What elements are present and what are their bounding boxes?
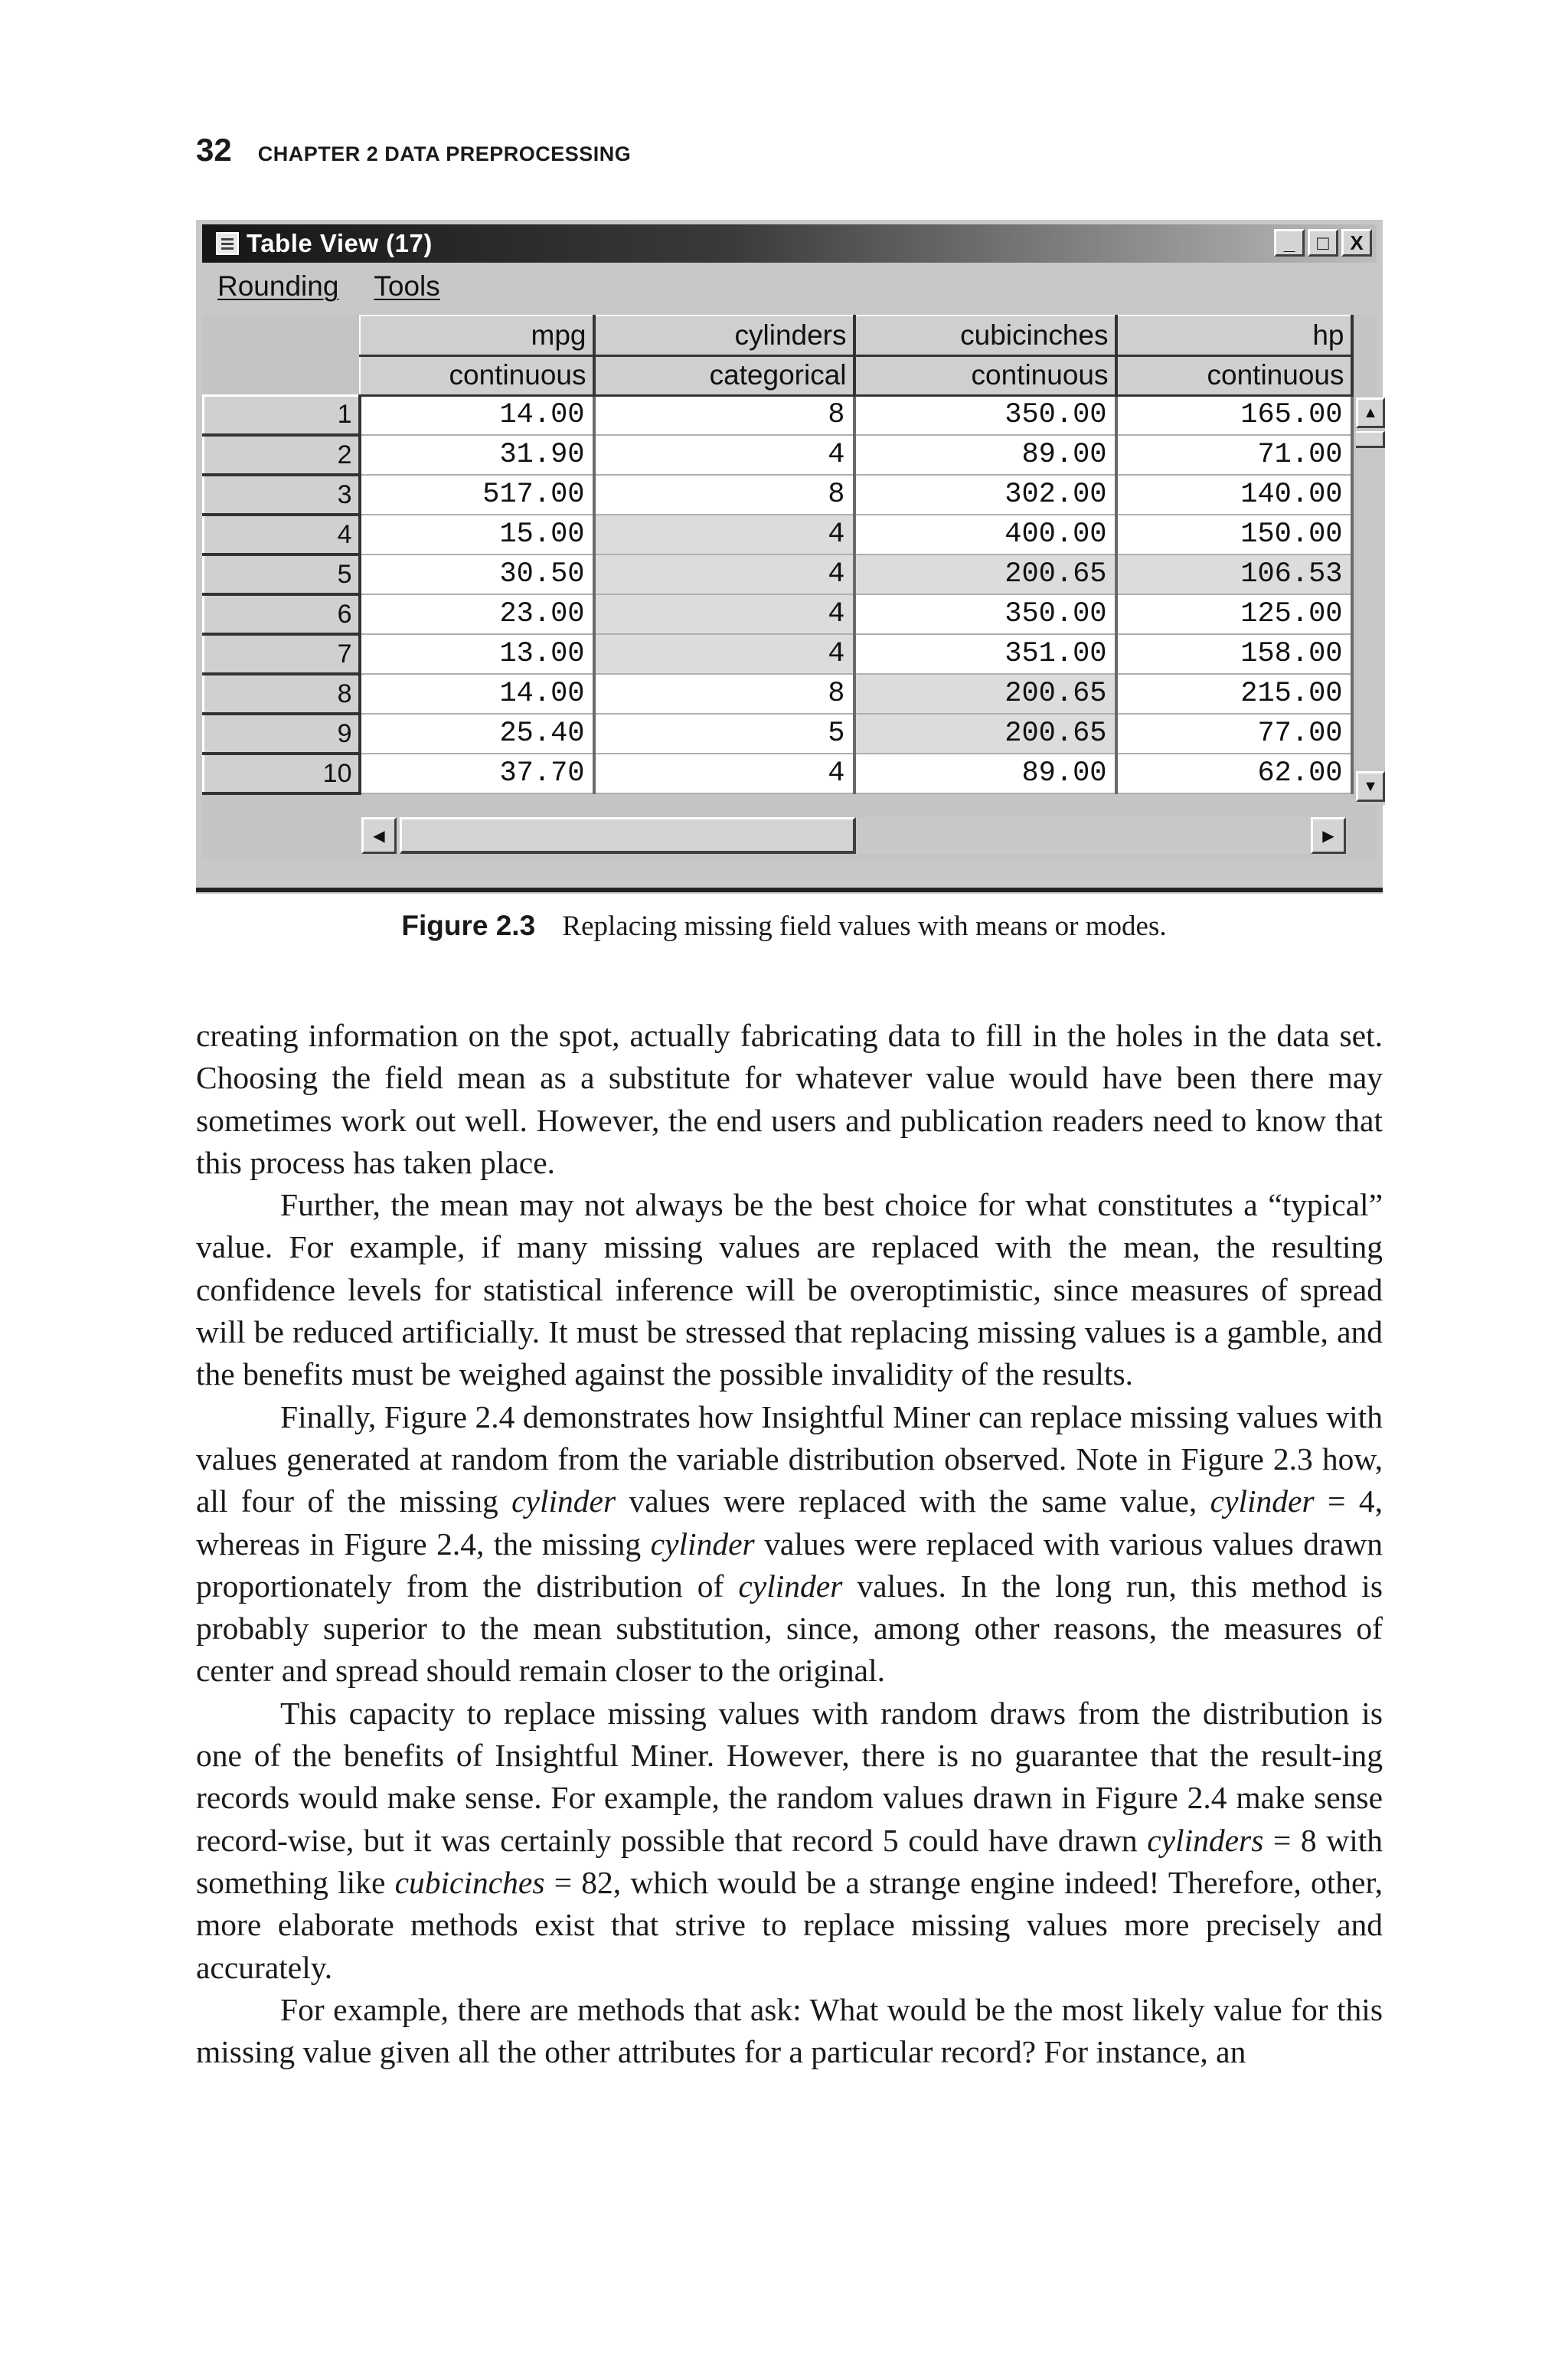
close-button[interactable]: X: [1341, 229, 1372, 257]
window-title: Table View (17): [247, 229, 433, 257]
scroll-down-icon[interactable]: ▼: [1356, 771, 1385, 802]
table-cell[interactable]: 77.00: [1116, 714, 1352, 754]
table-cell[interactable]: 200.65: [854, 674, 1116, 714]
horizontal-scrollbar[interactable]: [361, 817, 1346, 854]
paragraph-3-text: Finally, Figure 2.4 demonstrates how Insightful Miner can replace missing values with values generated at random from the variable distribution observed. Note in Figure 2.3 how, all four of the missing: [196, 1398, 1383, 1519]
table-cell[interactable]: 62.00: [1116, 754, 1352, 793]
paragraph-3-text: values were replaced with the same value,: [616, 1483, 1210, 1519]
minimize-button[interactable]: _: [1274, 229, 1305, 257]
paragraph-1: creating information on the spot, actually fabricating data to fill in the holes in the data set. Choosing the field mean as a substitute for whatever value would have been there may sometimes work out well. However, the end users and publication readers need to know that this process has taken place.: [196, 1018, 1383, 1180]
table-cell[interactable]: 89.00: [854, 435, 1116, 475]
table-cell[interactable]: 4: [594, 515, 854, 554]
table-cell[interactable]: 125.00: [1116, 594, 1352, 634]
table-cell[interactable]: 517.00: [360, 475, 594, 515]
paragraph-3-text: values were replaced with various values drawn proportionately from the distribution of: [196, 1526, 1383, 1604]
table-row[interactable]: [204, 435, 1352, 475]
table-cell[interactable]: 25.40: [360, 714, 594, 754]
row-header[interactable]: 6: [204, 594, 360, 634]
data-table: [202, 315, 1354, 795]
table-cell[interactable]: 14.00: [360, 674, 594, 714]
table-cell[interactable]: 8: [594, 395, 854, 435]
chapter-title: CHAPTER 2 DATA PREPROCESSING: [257, 142, 632, 165]
scroll-up-icon[interactable]: ▲: [1356, 397, 1385, 428]
column-type-hp: continuous: [1116, 355, 1352, 395]
table-cell[interactable]: 8: [594, 475, 854, 515]
table-view-window: [196, 220, 1383, 894]
table-cell[interactable]: 30.50: [360, 554, 594, 594]
table-row[interactable]: [204, 634, 1352, 674]
paragraph-2: Further, the mean may not always be the best choice for what constitutes a “typical” value. For example, if many missing values are replaced with the mean, the resulting confidence levels for statistical inference will be overoptimistic, since measures of spread will be reduced artificially. It must be stressed that replacing missing values is a gamble, and the benefits must be weighed against the possible invalidity of the results.: [196, 1187, 1383, 1392]
row-header[interactable]: 2: [204, 435, 360, 475]
table-cell[interactable]: 15.00: [360, 515, 594, 554]
table-cell[interactable]: 4: [594, 634, 854, 674]
row-header[interactable]: 3: [204, 475, 360, 515]
column-type-mpg: continuous: [360, 355, 594, 395]
table-cell[interactable]: 13.00: [360, 634, 594, 674]
table-cell[interactable]: 31.90: [360, 435, 594, 475]
column-header-cubicinches[interactable]: cubicinches: [854, 316, 1116, 355]
column-header-mpg[interactable]: mpg: [360, 316, 594, 355]
row-header[interactable]: 9: [204, 714, 360, 754]
table-row[interactable]: [204, 395, 1352, 435]
row-header[interactable]: 7: [204, 634, 360, 674]
column-header-cylinders[interactable]: cylinders: [594, 316, 854, 355]
table-app-icon: [216, 232, 239, 255]
maximize-button[interactable]: □: [1308, 229, 1338, 257]
table-cell[interactable]: 23.00: [360, 594, 594, 634]
table-cell[interactable]: 140.00: [1116, 475, 1352, 515]
table-row[interactable]: [204, 714, 1352, 754]
body-text: [196, 1015, 1383, 2073]
table-cell[interactable]: 350.00: [854, 594, 1116, 634]
scroll-left-icon[interactable]: ◀: [361, 817, 397, 854]
term-cylinder: cylinder: [738, 1568, 843, 1604]
term-cylinders: cylinders: [1147, 1822, 1264, 1858]
table-cell[interactable]: 400.00: [854, 515, 1116, 554]
term-cubicinches: cubicinches: [394, 1864, 545, 1900]
table-cell[interactable]: 4: [594, 435, 854, 475]
table-cell[interactable]: 4: [594, 754, 854, 793]
menu-tools[interactable]: Tools: [374, 270, 440, 302]
table-cell[interactable]: 150.00: [1116, 515, 1352, 554]
column-type-cubicinches: continuous: [854, 355, 1116, 395]
term-cylinder: cylinder: [1210, 1483, 1315, 1519]
table-cell[interactable]: 351.00: [854, 634, 1116, 674]
menu-bar: [217, 270, 440, 309]
paragraph-3: [196, 1396, 1383, 1693]
table-cell[interactable]: 200.65: [854, 714, 1116, 754]
table-cell[interactable]: 215.00: [1116, 674, 1352, 714]
table-cell[interactable]: 200.65: [854, 554, 1116, 594]
table-cell[interactable]: 71.00: [1116, 435, 1352, 475]
table-corner-type: [204, 355, 360, 395]
paragraph-3-text: = 4, whereas in Figure 2.4, the missing: [196, 1483, 1383, 1562]
row-header[interactable]: 4: [204, 515, 360, 554]
page-number: 32: [196, 132, 232, 168]
table-cell[interactable]: 37.70: [360, 754, 594, 793]
table-cell[interactable]: 302.00: [854, 475, 1116, 515]
table-corner: [204, 316, 360, 355]
table-cell[interactable]: 8: [594, 674, 854, 714]
column-header-hp[interactable]: hp: [1116, 316, 1352, 355]
table-row[interactable]: [204, 475, 1352, 515]
menu-rounding[interactable]: Rounding: [217, 270, 339, 302]
table-cell[interactable]: 5: [594, 714, 854, 754]
caption-label: Figure 2.3: [401, 910, 536, 941]
column-type-cylinders: categorical: [594, 355, 854, 395]
horizontal-scroll-thumb[interactable]: [400, 817, 856, 854]
scroll-right-icon[interactable]: ▶: [1311, 817, 1346, 854]
table-cell[interactable]: 4: [594, 554, 854, 594]
row-header[interactable]: 8: [204, 674, 360, 714]
window-titlebar[interactable]: [202, 224, 1377, 263]
table-cell[interactable]: 4: [594, 594, 854, 634]
table-cell[interactable]: 165.00: [1116, 395, 1352, 435]
table-grid-area: [202, 315, 1377, 859]
table-cell[interactable]: 14.00: [360, 395, 594, 435]
paragraph-4-text: = 8 with something like: [196, 1822, 1383, 1900]
running-head: [196, 132, 631, 170]
vertical-scrollbar[interactable]: [1356, 397, 1385, 805]
figure-caption: [0, 910, 1568, 943]
paragraph-4: [196, 1693, 1383, 1989]
row-header[interactable]: 10: [204, 754, 360, 793]
row-header[interactable]: 5: [204, 554, 360, 594]
table-cell[interactable]: 89.00: [854, 754, 1116, 793]
term-cylinder: cylinder: [511, 1483, 616, 1519]
paragraph-4-text: This capacity to replace missing values with random draws from the distribution is one of the benefits of Insightful Miner. However, there is no guarantee that the result-ing records would make sense. For example, the random values drawn in Figure 2.4 make sense record-wise, but it was certainly possible that record 5 could have drawn: [196, 1695, 1383, 1858]
paragraph-3-text: values. In the long run, this method is probably superior to the mean substitution, since, among other reasons, the measures of center and spread should remain closer to the original.: [196, 1568, 1383, 1689]
caption-text: Replacing missing field values with means or modes.: [562, 911, 1167, 942]
paragraph-4-text: = 82, which would be a strange engine indeed! Therefore, other, more elaborate methods exist that strive to replace missing values more precisely and accurately.: [196, 1864, 1383, 1985]
table-cell[interactable]: 106.53: [1116, 554, 1352, 594]
table-row[interactable]: [204, 674, 1352, 714]
table-row[interactable]: [204, 554, 1352, 594]
term-cylinder: cylinder: [650, 1526, 755, 1562]
table-row[interactable]: [204, 515, 1352, 554]
table-cell[interactable]: 350.00: [854, 395, 1116, 435]
table-row[interactable]: [204, 594, 1352, 634]
window-controls: [1274, 229, 1372, 257]
vertical-scroll-thumb[interactable]: [1356, 431, 1385, 448]
table-cell[interactable]: 158.00: [1116, 634, 1352, 674]
table-row[interactable]: [204, 754, 1352, 793]
window-bottom-rule: [196, 888, 1383, 892]
paragraph-5: For example, there are methods that ask: What would be the most likely value for this missing value given all the other attributes for a particular record? For instance, an: [196, 1991, 1383, 2070]
row-header[interactable]: 1: [204, 395, 360, 435]
